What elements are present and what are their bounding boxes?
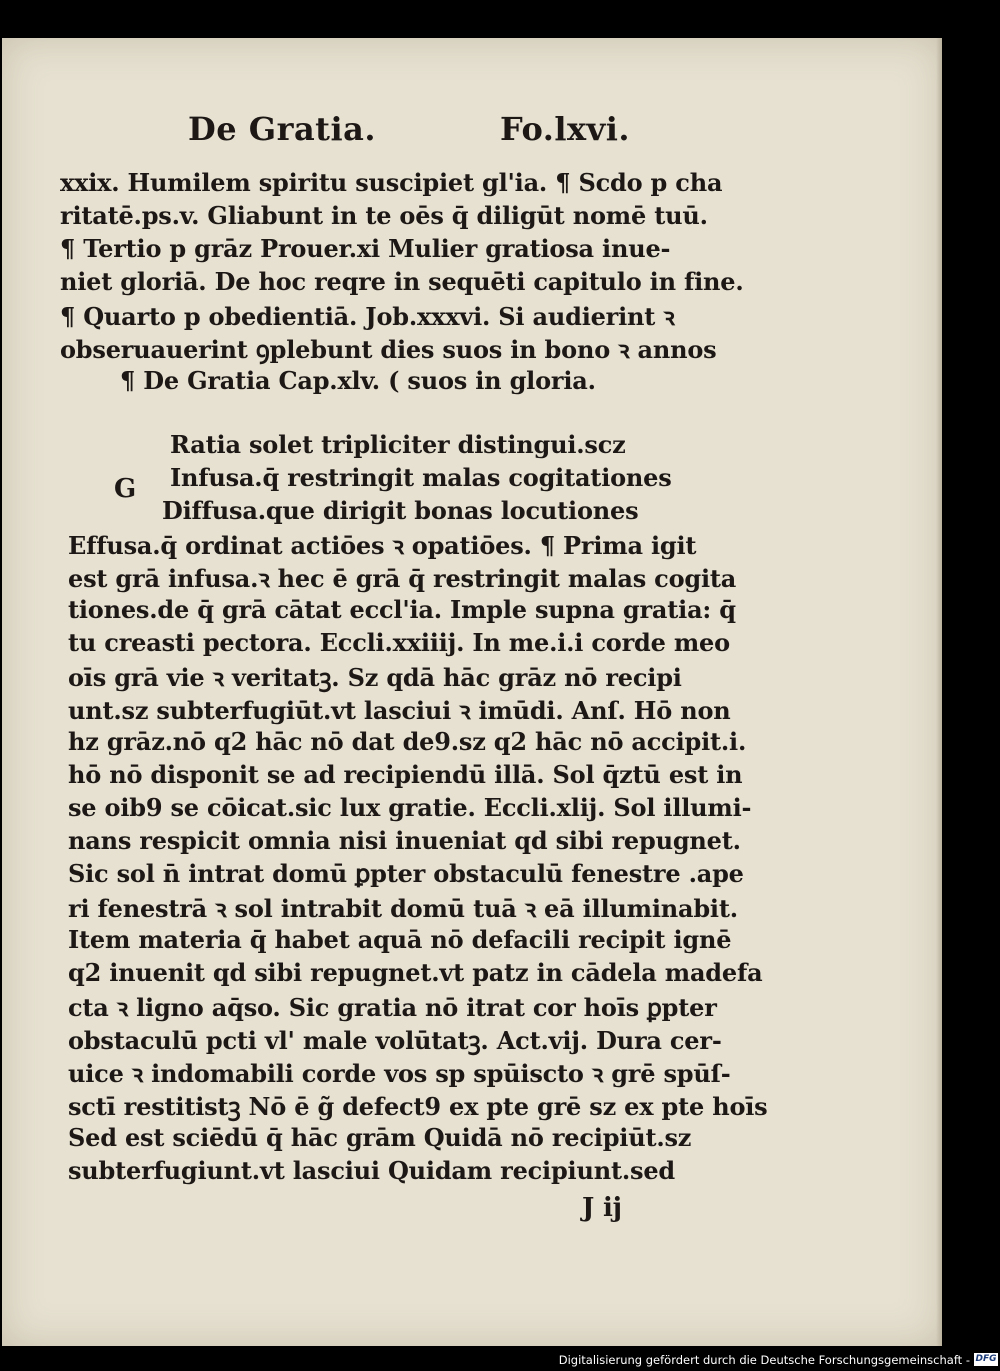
text-line-19: se oib9 se cōicat.sic lux gratie. Eccli.xlij. Sol illumi- [68, 793, 752, 822]
text-line-18: hō nō disponit se ad recipiendū illā. Sol q̄ztū est in [68, 760, 743, 789]
chapter-heading: ¶ De Gratia Cap.xlv. ( suos in gloria. [120, 366, 596, 395]
text-line-23: Item materia q̄ habet aquā nō defacili recipit ignē [68, 925, 732, 954]
text-line-13: tiones.de q̄ grā cātat eccl'ia. Imple supna gratia: q̄ [68, 595, 736, 624]
signature-mark: J ij [582, 1193, 622, 1223]
text-line-29: Sed est sciēdū q̄ hāc grām Quidā nō recipiūt.sz [68, 1123, 692, 1152]
running-head-title: De Gratia. [188, 110, 376, 148]
text-line-17: hz grāz.nō q2 hāc nō dat de9.sz q2 hāc nō accipit.i. [68, 727, 747, 756]
text-line-30: subterfugiunt.vt lasciui Quidam recipiunt.sed [68, 1156, 675, 1185]
text-line-4: niet gloriā. De hoc reqre in sequēti capitulo in fine. [60, 267, 744, 296]
text-line-3: ¶ Tertio p grāz Prouer.xi Mulier gratiosa inue- [60, 234, 671, 263]
text-line-2: ritatē.ps.v. Gliabunt in te oēs q̄ diligūt nomē tuū. [60, 201, 708, 230]
text-line-24: q2 inuenit qd sibi repugnet.vt patz in cādela madefa [68, 958, 763, 987]
text-line-26: obstaculū pcti vl' male volūtatꝫ. Act.vij. Dura cer- [68, 1026, 722, 1055]
text-line-10: Diffusa.que dirigit bonas locutiones [162, 496, 639, 525]
text-line-8: Ratia solet tripliciter distingui.scz [170, 430, 626, 459]
drop-capital: G [114, 474, 137, 504]
text-line-20: nans respicit omnia nisi inueniat qd sibi repugnet. [68, 826, 741, 855]
text-line-27: uice ꝛ indomabili corde vos sp spūiscto ꝛ grē spūſ- [68, 1059, 731, 1088]
text-line-12: est grā infusa.ꝛ hec ē grā q̄ restringit malas cogita [68, 564, 737, 593]
folio-number: Fo.lxvi. [500, 110, 631, 148]
text-line-11: Effusa.q̄ ordinat actiōes ꝛ opatiōes. ¶ Prima igit [68, 531, 697, 560]
footer-bar [0, 1347, 1000, 1367]
text-line-22: ri fenestrā ꝛ sol intrabit domū tuā ꝛ eā illuminabit. [68, 894, 738, 923]
text-line-28: sctī restitistꝫ Nō ē g̃ defect9 ex pte grē sz ex pte hoīs [68, 1092, 768, 1121]
page-text [2, 38, 942, 1346]
text-line-15: oīs grā vie ꝛ veritatꝫ. Sz qdā hāc grāz nō recipi [68, 663, 682, 692]
text-line-16: unt.sz subterfugiūt.vt lasciui ꝛ imūdi. Anſ. Hō non [68, 696, 731, 725]
text-line-6: obseruauerint ꝯplebunt dies suos in bono ꝛ annos [60, 335, 717, 364]
text-line-5: ¶ Quarto p obedientiā. Job.xxxvi. Si audierint ꝛ [60, 302, 675, 331]
text-line-14: tu creasti pectora. Eccli.xxiiij. In me.i.i corde meo [68, 628, 730, 657]
dfg-logo: DFG [975, 1354, 997, 1364]
book-page [2, 38, 942, 1346]
text-line-25: cta ꝛ ligno aq̄so. Sic gratia nō itrat cor hoīs ꝑpter [68, 993, 717, 1022]
text-line-1: xxix. Humilem spiritu suscipiet gl'ia. ¶ Scdo p cha [60, 168, 723, 197]
funding-credit: Digitalisierung gefördert durch die Deutsche Forschungsgemeinschaft - [558, 1353, 970, 1367]
text-line-21: Sic sol n̄ intrat domū ꝑpter obstaculū fenestre .ape [68, 859, 744, 888]
text-line-9: Infusa.q̄ restringit malas cogitationes [170, 463, 672, 492]
